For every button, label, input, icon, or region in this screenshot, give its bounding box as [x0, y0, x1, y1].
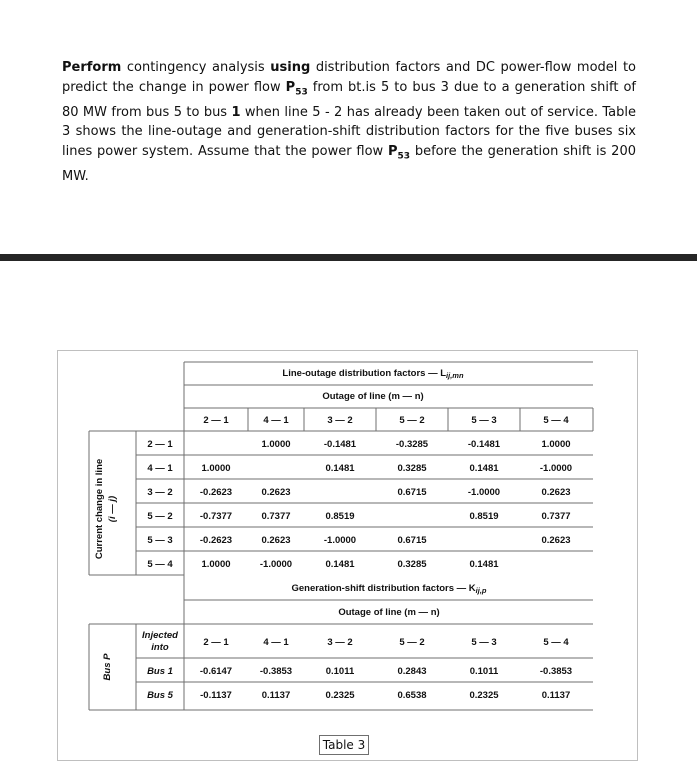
- lodf-cell: -1.0000: [323, 535, 357, 546]
- injected-label: Injected: [142, 630, 178, 641]
- lodf-cell: 0.8519: [325, 511, 355, 522]
- question-part: distribution factors and DC power-flow model to predict the change in power flow: [62, 60, 636, 95]
- lodf-col-header: 5 — 4: [543, 415, 569, 426]
- lodf-cell: 0.1481: [325, 463, 355, 474]
- table-caption: Table 3: [319, 735, 369, 755]
- lodf-cell: 0.2623: [261, 535, 291, 546]
- lodf-col-header: 5 — 3: [471, 415, 497, 426]
- lodf-cell: -0.2623: [199, 487, 233, 498]
- lodf-cell: -1.0000: [467, 487, 501, 498]
- lodf-cell: -0.7377: [199, 511, 233, 522]
- row-group-label: Current change in line: [94, 458, 105, 560]
- lodf-row-line-label: 5 — 3: [147, 535, 173, 546]
- gsdf-title: Generation-shift distribution factors — $K_{ij,p}$: [291, 583, 487, 595]
- gsdf-col-header: 3 — 2: [327, 637, 353, 648]
- lodf-cell: 0.8519: [469, 511, 499, 522]
- gsdf-col-header: 5 — 3: [471, 637, 497, 648]
- lodf-cell: 0.3285: [397, 559, 427, 570]
- lodf-title: Line-outage distribution factors — $L_{ij,mn}$: [282, 368, 464, 380]
- gsdf-outage-label: Outage of line (m — n): [338, 607, 440, 618]
- gsdf-rows: [147, 666, 572, 701]
- gsdf-cell: 0.1011: [325, 666, 355, 677]
- question-bold-using: using: [270, 60, 311, 75]
- lodf-cell: 0.2623: [541, 487, 571, 498]
- gsdf-column-headers: [203, 637, 569, 648]
- lodf-row-line-label: 3 — 2: [147, 487, 173, 498]
- gsdf-cell: -0.3853: [539, 666, 573, 677]
- gsdf-col-header: 5 — 4: [543, 637, 569, 648]
- gsdf-cell: 0.2325: [469, 690, 499, 701]
- lodf-row-line-label: 4 — 1: [147, 463, 173, 474]
- lodf-cell: 0.6715: [397, 535, 427, 546]
- gsdf-col-header: 2 — 1: [203, 637, 229, 648]
- question-part: contingency analysis: [121, 60, 271, 75]
- gsdf-col-header: 4 — 1: [263, 637, 289, 648]
- lodf-cell: -0.1481: [467, 439, 501, 450]
- lodf-cell: -0.1481: [323, 439, 357, 450]
- lodf-cell: 0.2623: [541, 535, 571, 546]
- lodf-cell: 1.0000: [201, 559, 231, 570]
- bus-p-label: Bus P: [102, 653, 113, 681]
- gsdf-cell: 0.2843: [397, 666, 427, 677]
- gsdf-row-bus-label: Bus 5: [147, 690, 173, 701]
- lodf-col-header: 5 — 2: [399, 415, 425, 426]
- lodf-cell: 0.1481: [469, 559, 499, 570]
- question-bold-p53: $P_{53}$: [285, 79, 308, 98]
- lodf-cell: -1.0000: [539, 463, 573, 474]
- gsdf-cell: -0.3853: [259, 666, 293, 677]
- gsdf-cell: 0.2325: [325, 690, 355, 701]
- lodf-cell: 1.0000: [201, 463, 231, 474]
- lodf-cell: 0.6715: [397, 487, 427, 498]
- injected-label-2: into: [151, 642, 169, 653]
- gsdf-cell: 0.1137: [541, 690, 571, 701]
- lodf-cell: 0.7377: [261, 511, 291, 522]
- gsdf-cell: -0.1137: [200, 690, 232, 701]
- gsdf-cell: -0.6147: [199, 666, 233, 677]
- gsdf-row-bus-label: Bus 1: [147, 666, 173, 677]
- gsdf-cell: 0.1137: [261, 690, 291, 701]
- lodf-cell: -0.2623: [199, 535, 233, 546]
- question-bold-p53-2: $P_{53}$: [387, 143, 411, 162]
- lodf-cell: 1.0000: [541, 439, 571, 450]
- lodf-col-header: 3 — 2: [327, 415, 353, 426]
- lodf-cell: 0.1481: [469, 463, 499, 474]
- lodf-row-line-label: 2 — 1: [147, 439, 173, 450]
- lodf-row-line-label: 5 — 2: [147, 511, 173, 522]
- lodf-column-headers: [203, 415, 569, 426]
- lodf-rows: [147, 439, 572, 570]
- question-bold-bus1: 1: [231, 104, 241, 120]
- lodf-col-header: 2 — 1: [203, 415, 229, 426]
- lodf-cell: 0.1481: [325, 559, 355, 570]
- lodf-col-header: 4 — 1: [263, 415, 289, 426]
- lodf-row-line-label: 5 — 4: [147, 559, 173, 570]
- question-part: before the generation shift is 200 MW.: [62, 143, 636, 184]
- question-part: from bt.is 5 to bus 3 due to a generation shift of 80 MW from bus 5 to bus: [62, 79, 636, 120]
- lodf-cell: 1.0000: [261, 439, 291, 450]
- lodf-outage-label: Outage of line (m — n): [322, 391, 424, 402]
- question-part: when line 5 - 2 has already been taken out of service. Table 3 shows the line-outage and generation-shift distribution factors for the five buses six lines power system. Assume that the power flow: [62, 104, 636, 159]
- lodf-cell: 0.7377: [541, 511, 571, 522]
- question-bold-perform: Perform: [62, 60, 122, 75]
- lodf-cell: -1.0000: [259, 559, 293, 570]
- lodf-cell: 0.3285: [397, 463, 427, 474]
- gsdf-cell: 0.1011: [469, 666, 499, 677]
- lodf-cell: 0.2623: [261, 487, 291, 498]
- row-group-sublabel: (i — j): [107, 495, 118, 523]
- lodf-cell: -0.3285: [395, 439, 429, 450]
- gsdf-col-header: 5 — 2: [399, 637, 425, 648]
- gsdf-cell: 0.6538: [397, 690, 427, 701]
